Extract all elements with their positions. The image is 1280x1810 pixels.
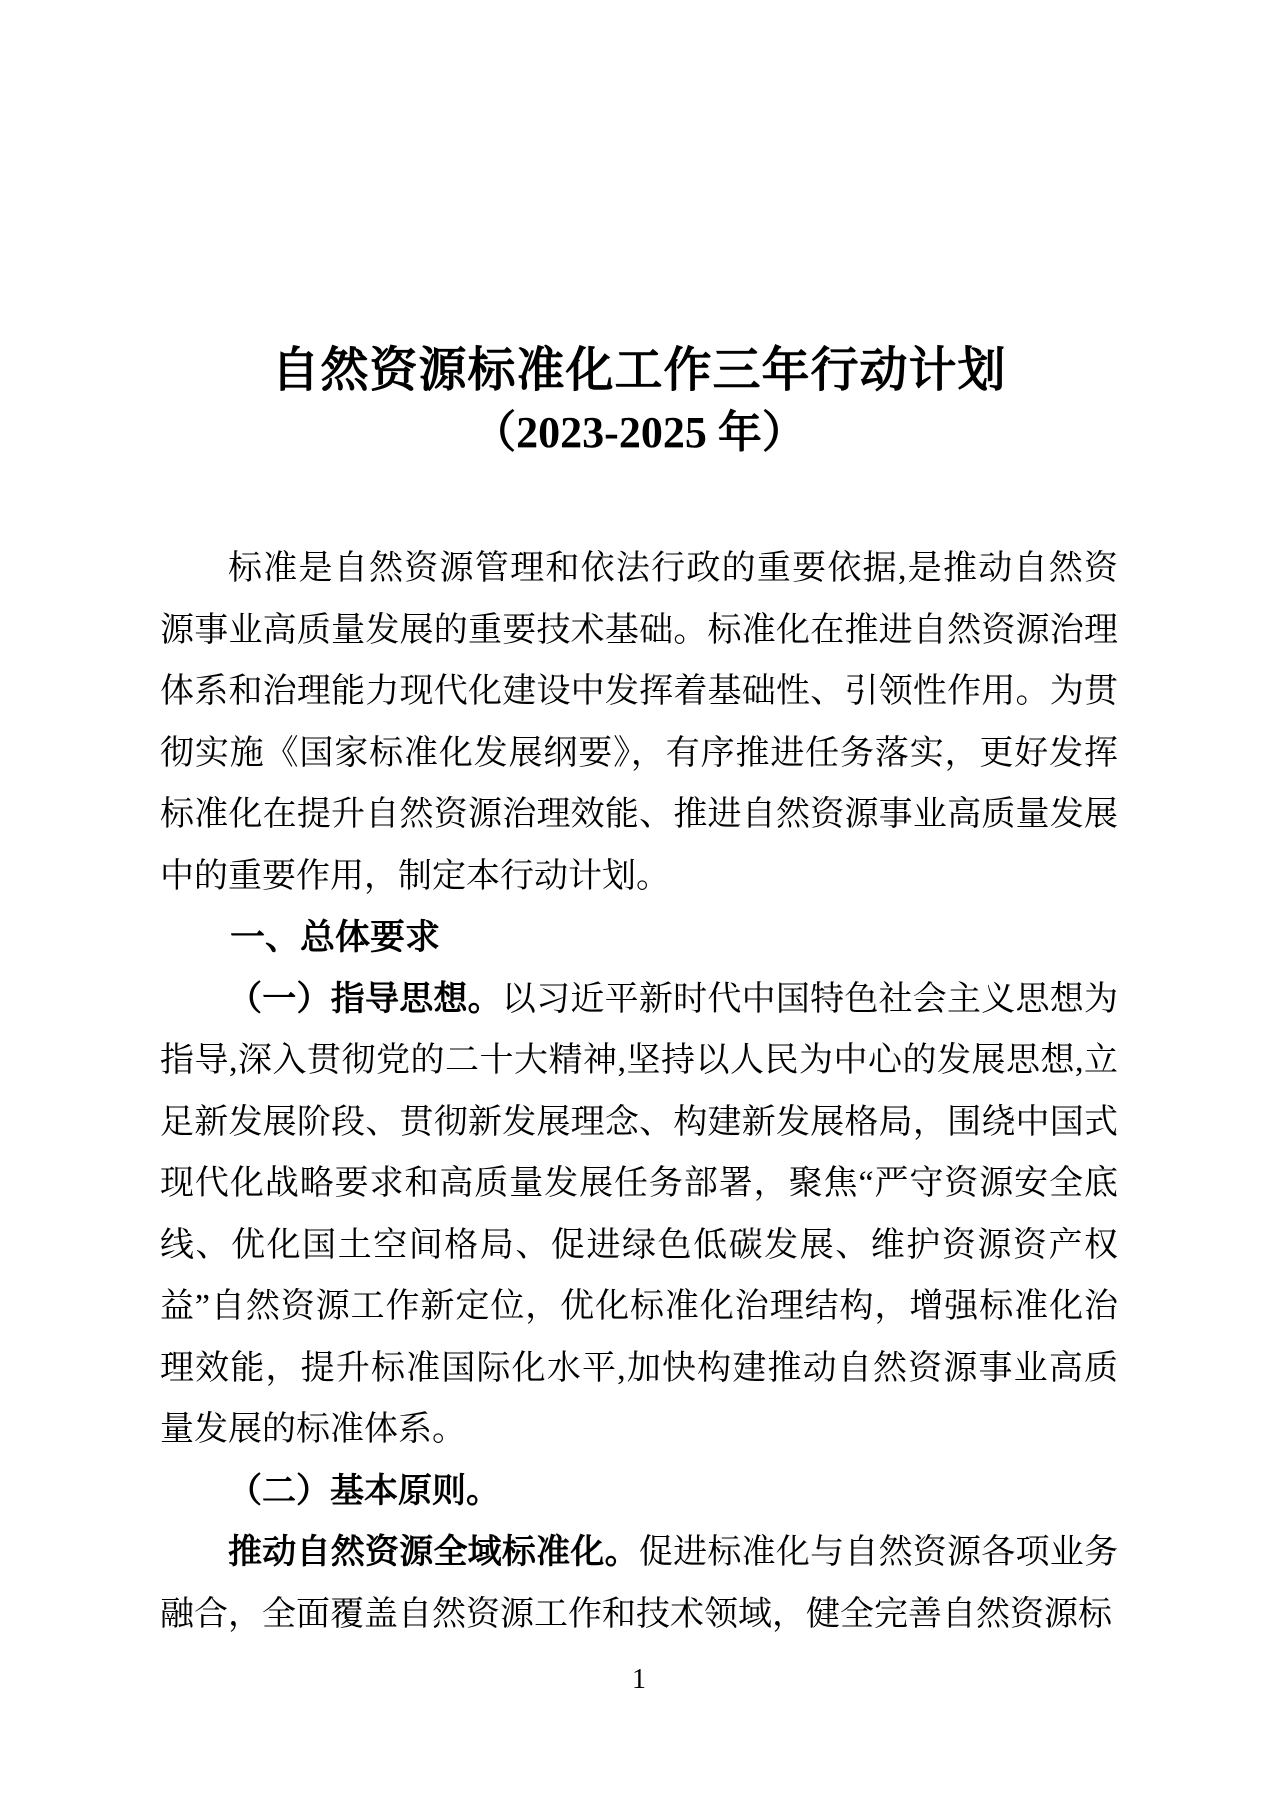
paragraph-intro: 标准是自然资源管理和依法行政的重要依据,是推动自然资源事业高质量发展的重要技术基础。标准化在推进自然资源治理体系和治理能力现代化建设中发挥着基础性、引领性作用。为贯彻实施《国家标准化发展纲要》，有序推进任务落实，更好发挥标准化在提升自然资源治理效能、推进自然资源事业高质量发展中的重要作用，制定本行动计划。 bbox=[160, 550, 1118, 895]
paragraph-lead-guiding-ideology: （一）指导思想。 bbox=[228, 980, 502, 1018]
paragraph-text-guiding-ideology: 以习近平新时代中国特色社会主义思想为指导,深入贯彻党的二十大精神,坚持以人民为中心的发展思想,立足新发展阶段、贯彻新发展理念、构建新发展格局，围绕中国式现代化战略要求和高质量发展任务部署，聚焦“严守资源安全底线、优化国土空间格局、促进绿色低碳发展、维护资源资产权益”自然资源工作新定位，优化标准化治理结构，增强标准化治理效能，提升标准国际化水平,加快构建推动自然资源事业高质量发展的标准体系。 bbox=[160, 980, 1119, 1448]
document-content bbox=[160, 340, 1118, 1645]
paragraph-lead-promote-standardization: 推动自然资源全域标准化。 bbox=[228, 1534, 639, 1571]
document-subtitle: （2023-2025 年） bbox=[472, 408, 806, 457]
paragraph-text-promote-standardization: 促进标准化与自然资源各项业务融合，全面覆盖自然资源工作和技术领域，健全完善自然资源标 bbox=[160, 1534, 1119, 1633]
page-number: 1 bbox=[632, 1664, 646, 1695]
section-heading-overall-requirements: 一、总体要求 bbox=[230, 918, 441, 957]
paragraph-promote-standardization bbox=[160, 1522, 1118, 1645]
document-body bbox=[160, 538, 1118, 1645]
paragraph-guiding-ideology bbox=[160, 969, 1118, 1461]
document-title: 自然资源标准化工作三年行动计划 bbox=[271, 344, 1007, 397]
paragraph-lead-basic-principles: （二）基本原则。 bbox=[228, 1472, 500, 1510]
paragraph-basic-principles bbox=[160, 1461, 1118, 1523]
